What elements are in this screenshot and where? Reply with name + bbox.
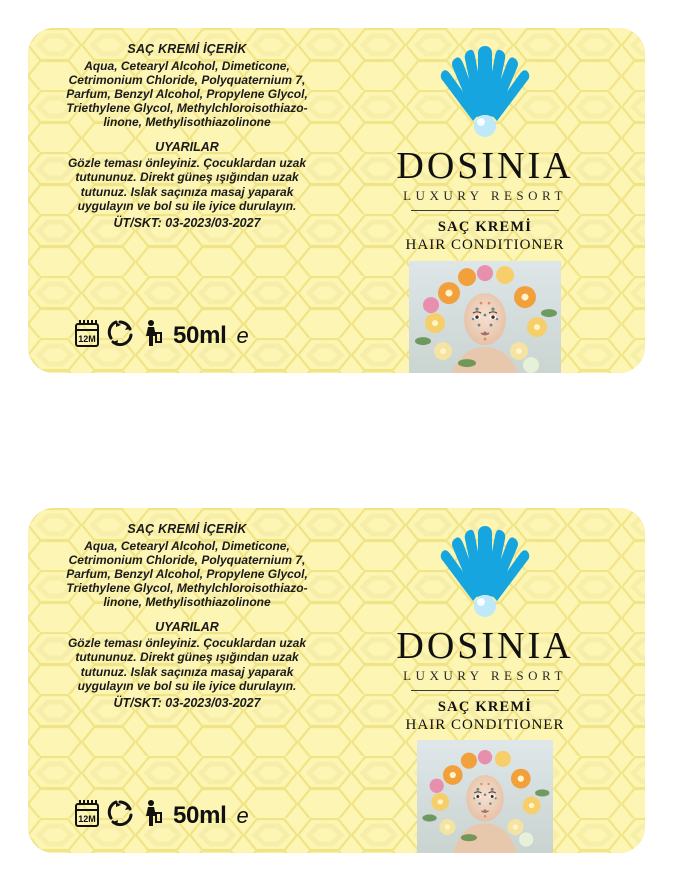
product-name-en: HAIR CONDITIONER bbox=[405, 716, 565, 733]
product-name-tr: SAÇ KREMİ bbox=[437, 218, 533, 235]
ingredients-text: Aqua, Cetearyl Alcohol, Dimeticone, Cetrimonium Chloride, Polyquaternium 7, Parfum, Benzyl Alcohol, Propylene Glycol, Triethylene Glycol, Methylchloroisothiazo-linone, Methylisothiazolinone bbox=[66, 58, 308, 130]
green-dot-recycling-icon bbox=[107, 799, 135, 832]
product-label bbox=[28, 28, 645, 373]
shell-logo-icon bbox=[426, 522, 544, 625]
label-text-column bbox=[62, 42, 312, 231]
batch-date-text: ÜT/SKT: 03-2023/03-2027 bbox=[113, 695, 261, 710]
brand-column bbox=[325, 508, 645, 853]
warnings-text: Gözle teması önleyiniz. Çocuklardan uzak tutununuz. Direkt güneş ışığından uzak tutunuz. Islak saçınıza masaj yaparak uygulayın ve bol su ile iyice durulayın. bbox=[67, 636, 307, 693]
brand-name: DOSINIA bbox=[396, 145, 574, 187]
estimated-sign: e bbox=[236, 802, 249, 828]
brand-column bbox=[325, 28, 645, 373]
period-after-opening-icon bbox=[74, 798, 100, 833]
shell-logo-icon bbox=[426, 42, 544, 145]
warnings-heading: UYARILAR bbox=[155, 139, 219, 154]
green-dot-recycling-icon bbox=[107, 319, 135, 352]
divider bbox=[411, 210, 559, 211]
estimated-sign: e bbox=[236, 322, 249, 348]
product-photo bbox=[409, 261, 561, 373]
icons-volume-row bbox=[74, 318, 249, 353]
ingredients-heading: SAÇ KREMİ İÇERİK bbox=[127, 42, 247, 56]
ingredients-heading: SAÇ KREMİ İÇERİK bbox=[127, 522, 247, 536]
label-text-column bbox=[62, 522, 312, 711]
product-label bbox=[28, 508, 645, 853]
brand-tagline: LUXURY RESORT bbox=[403, 668, 567, 683]
period-after-opening-icon bbox=[74, 318, 100, 353]
product-name-tr: SAÇ KREMİ bbox=[437, 698, 533, 715]
svg-text:12M: 12M bbox=[78, 814, 96, 824]
divider bbox=[411, 690, 559, 691]
icons-volume-row bbox=[74, 798, 249, 833]
svg-text:12M: 12M bbox=[78, 334, 96, 344]
volume-text: 50ml bbox=[173, 801, 227, 829]
brand-tagline: LUXURY RESORT bbox=[403, 188, 567, 203]
brand-name: DOSINIA bbox=[396, 625, 574, 667]
warnings-text: Gözle teması önleyiniz. Çocuklardan uzak tutununuz. Direkt güneş ışığından uzak tutunuz. Islak saçınıza masaj yaparak uygulayın ve bol su ile iyice durulayın. bbox=[67, 156, 307, 213]
tidyman-icon bbox=[142, 799, 162, 832]
batch-date-text: ÜT/SKT: 03-2023/03-2027 bbox=[113, 215, 261, 230]
product-photo bbox=[417, 740, 553, 853]
tidyman-icon bbox=[142, 319, 162, 352]
warnings-heading: UYARILAR bbox=[155, 619, 219, 634]
volume-text: 50ml bbox=[173, 321, 227, 349]
product-name-en: HAIR CONDITIONER bbox=[405, 236, 565, 253]
ingredients-text: Aqua, Cetearyl Alcohol, Dimeticone, Cetrimonium Chloride, Polyquaternium 7, Parfum, Benzyl Alcohol, Propylene Glycol, Triethylene Glycol, Methylchloroisothiazo-linone, Methylisothiazolinone bbox=[66, 538, 308, 610]
